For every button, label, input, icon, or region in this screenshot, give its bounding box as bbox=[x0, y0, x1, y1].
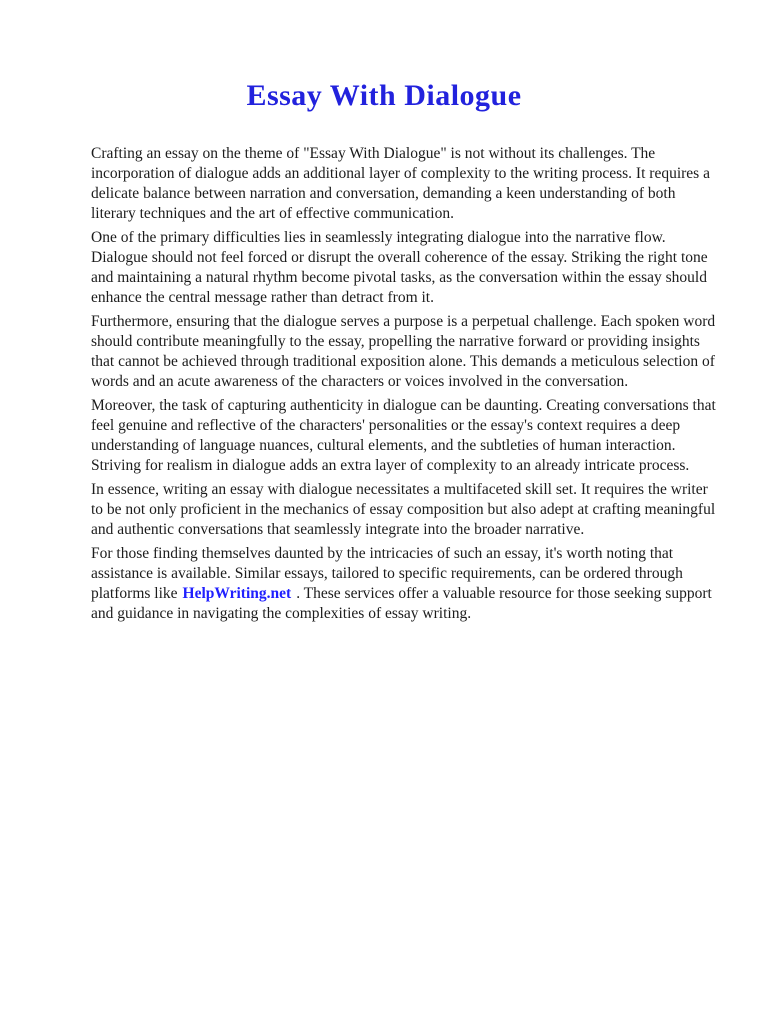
document-body bbox=[0, 114, 768, 624]
paragraph-authenticity: Moreover, the task of capturing authenticity in dialogue can be daunting. Creating conversations that feel genuine and reflective of the characters' personalities or the essay's context requires a deep understanding of language nuances, cultural elements, and the subtleties of human interaction. Striving for realism in dialogue adds an extra layer of complexity to an already intricate process. bbox=[91, 397, 716, 474]
paragraph-purpose: Furthermore, ensuring that the dialogue serves a purpose is a perpetual challenge. Each spoken word should contribute meaningfully to the essay, propelling the narrative forward or providing insights that cannot be achieved through traditional exposition alone. This demands a meticulous selection of words and an acute awareness of the characters or voices involved in the conversation. bbox=[91, 313, 716, 390]
helpwriting-link[interactable]: HelpWriting.net bbox=[182, 585, 292, 602]
paragraph-skillset: In essence, writing an essay with dialogue necessitates a multifaceted skill set. It requires the writer to be not only proficient in the mechanics of essay composition but also adept at crafting meaningful and authentic conversations that seamlessly integrate into the broader narrative. bbox=[91, 481, 716, 538]
page-title: Essay With Dialogue bbox=[246, 79, 522, 112]
paragraph-intro: Crafting an essay on the theme of "Essay With Dialogue" is not without its challenges. The incorporation of dialogue adds an additional layer of complexity to the writing process. It requires a delicate balance between narration and conversation, demanding a keen understanding of both literary techniques and the art of effective communication. bbox=[91, 145, 710, 222]
paragraph-integration: One of the primary difficulties lies in seamlessly integrating dialogue into the narrative flow. Dialogue should not feel forced or disrupt the overall coherence of the essay. Striking the right tone and maintaining a natural rhythm become pivotal tasks, as the conversation within the essay should enhance the central message rather than detract from it. bbox=[91, 229, 708, 306]
closing-text-before-link: For those finding themselves daunted by the intricacies of such an essay, it's worth noting that assistance is available. Similar essays, tailored to specific requirements, can be ordered through platforms like bbox=[91, 545, 683, 602]
closing-paragraph bbox=[91, 544, 718, 624]
closing-text-after-link: . These services offer a valuable resource for those seeking support and guidance in navigating the complexities of essay writing. bbox=[91, 585, 712, 622]
